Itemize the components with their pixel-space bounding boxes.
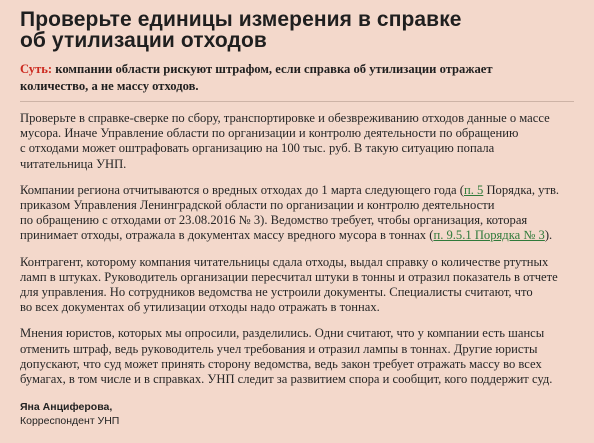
paragraph-line: Проверьте в справке-сверке по сбору, транспортировке и обезвреживанию отходов данные о массе (20, 111, 550, 125)
paragraph-line: во всех документах об утилизации отходы надо отражать в тоннах. (20, 300, 380, 315)
summary-text: количество, а не массу отходов. (20, 79, 199, 93)
paragraph-3 (20, 255, 574, 316)
article-title (20, 9, 574, 51)
summary-divider (20, 101, 574, 102)
link-clause-5[interactable]: п. 5 (463, 182, 484, 197)
paragraph-line: бумагах, в том числе и в справках. УНП следит за развитием спора и сообщит, кого поддержит суд. (20, 372, 553, 387)
author-role: Корреспондент УНП (20, 415, 120, 427)
paragraph-line (20, 228, 574, 243)
author-signature (20, 400, 119, 428)
paragraph-line: мусора. Иначе Управление области по организации и контролю деятельности по обращению (20, 126, 519, 141)
summary (20, 61, 574, 95)
paragraph-text: принимает отходы, отражала в документах массу вредного мусора в тоннах ( (20, 228, 434, 243)
article-title-line: об утилизации отходов (20, 29, 267, 52)
paragraph-text: ). (544, 228, 553, 243)
paragraph-4 (20, 326, 574, 387)
paragraph-line: приказом Управления Ленинградской области по организации и контролю деятельности (20, 198, 495, 213)
paragraph-line: отменить штраф, ведь руководитель учел требования и отразил лампы в тоннах. Другие юристы (20, 341, 538, 356)
article-title-line: Проверьте единицы измерения в справке (20, 8, 462, 31)
summary-lead: Суть: (20, 62, 53, 76)
paragraph-line: Мнения юристов, которых мы опросили, разделились. Одни считают, что у компании есть шансы (20, 326, 545, 341)
paragraph-line: для управления. Но сотрудников ведомства не устроили документы. Специалисты считают, что (20, 285, 533, 300)
summary-text: компании области рискуют штрафом, если справка об утилизации отражает (52, 62, 493, 76)
paragraph-text: Порядка, утв. (483, 182, 560, 197)
paragraph-line: Контрагент, которому компания читательницы сдала отходы, выдал справку о количестве ртутных (20, 254, 549, 269)
paragraph-line: допускают, что суд может принять сторону ведомства, ведь закон требует отражать массу во всех (20, 356, 542, 371)
paragraph-line: по обращению с отходами от 23.08.2016 № 3). Ведомство требует, чтобы организация, которая (20, 213, 528, 228)
author-name: Яна Анциферова, (20, 401, 113, 413)
link-clause-9-5-1[interactable]: п. 9.5.1 Порядка № 3 (433, 228, 545, 243)
paragraph-line (20, 183, 574, 198)
paragraph-2 (20, 183, 574, 244)
paragraph-line: ламп в штуках. Руководитель организации пересчитал штуки в тонны и отразил показатель в отчете (20, 269, 558, 284)
paragraph-line: с отходами может оштрафовать организацию на 100 тыс. руб. В такую ситуацию попала (20, 141, 495, 156)
paragraph-line: читательница УНП. (20, 156, 127, 171)
paragraph-text: Компании региона отчитываются о вредных отходах до 1 марта следующего года ( (20, 182, 464, 197)
paragraph-1 (20, 111, 574, 172)
